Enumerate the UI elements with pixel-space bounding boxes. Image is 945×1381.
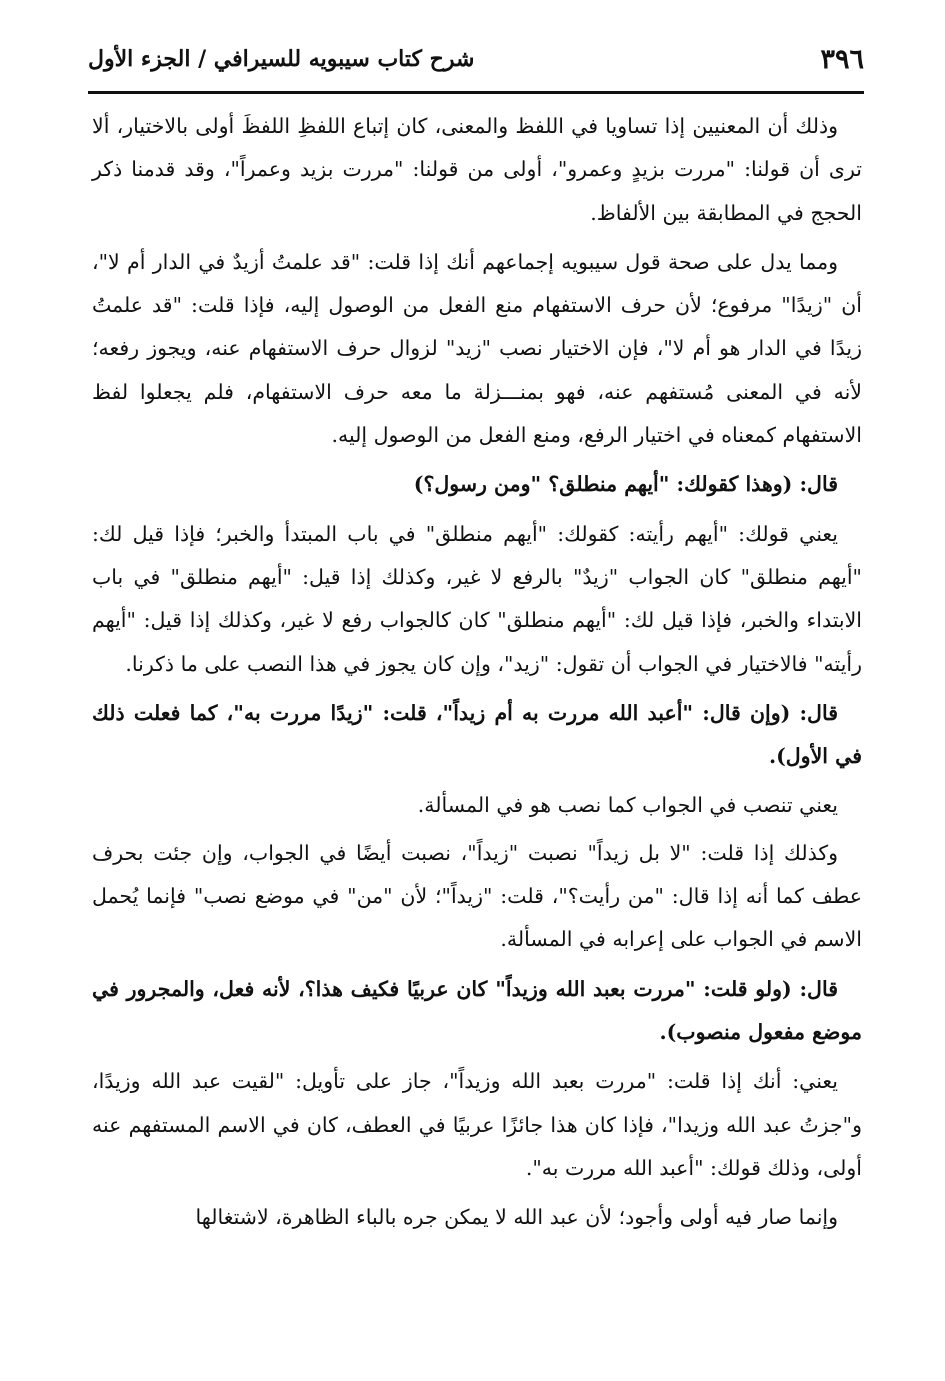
paragraph: ومما يدل على صحة قول سيبويه إجماعهم أنك إذا قلت: "قد علمتُ أزيدٌ في الدار أم لا"، أن "زيدًا" مرفوع؛ لأن حرف الاستفهام منع الفعل من الوصول إليه، فإذا قلت: "قد علمتُ زيدًا في الدار هو أم لا"، فإن الاختيار نصب "زيد" لزوال حرف الاستفهام عنه، ويجوز رفعه؛ لأنه في المعنى مُستفهم عنه، فهو بمنـــزلة ما معه حرف الاستفهام، فلم يجعلوا لفظ الاستفهام كمعناه في اختيار الرفع، ومنع الفعل من الوصول إليه. [92,249,862,448]
header-rule [88,91,864,94]
page-header [88,38,864,90]
paragraph: يعني تنصب في الجواب كما نصب هو في المسألة. [417,793,838,818]
quoted-paragraph: قال: (وهذا كقولك: "أيهم منطلق؟ "ومن رسول؟) [413,472,838,497]
paragraph: وذلك أن المعنيين إذا تساويا في اللفظ والمعنى، كان إتباع اللفظِ اللفظَ أولى بالاختيار، ألا ترى أن قولنا: "مررت بزيدٍ وعمرو"، أولى من قولنا: "مررت بزيد وعمراً"، وقد قدمنا ذكر الحجج في المطابقة بين الألفاظ. [92,114,862,225]
body-text [92,105,862,1245]
paragraph: يعني: أنك إذا قلت: "مررت بعبد الله وزيداً"، جاز على تأويل: "لقيت عبد الله وزيدًا، و"جزتُ عبد الله وزيدا"، فإذا كان هذا جائزًا عربيًا في العطف، كان في الاسم المستفهم عنه أولى، وذلك قولك: "أعبد الله مررت به". [92,1069,862,1180]
page-number: ٣٩٦ [820,44,864,75]
paragraph: وإنما صار فيه أولى وأجود؛ لأن عبد الله لا يمكن جره بالباء الظاهرة، لاشتغالها [195,1205,838,1230]
running-title: شرح كتاب سيبويه للسيرافي / الجزء الأول [88,46,475,72]
quoted-paragraph: قال: (ولو قلت: "مررت بعبد الله وزيداً" كان عربيًا فكيف هذا؟، لأنه فعل، والمجرور في موضع مفعول منصوب). [92,976,862,1044]
paragraph: وكذلك إذا قلت: "لا بل زيداً" نصبت "زيداً"، نصبت أيضًا في الجواب، وإن جئت بحرف عطف كما أنه إذا قال: "من رأيت؟"، قلت: "زيداً"؛ لأن "من" في موضع نصب" فإنما يُحمل الاسم في الجواب على إعرابه في المسألة. [92,840,862,952]
quoted-paragraph: قال: (وإن قال: "أعبد الله مررت به أم زيداً"، قلت: "زيدًا مررت به"، كما فعلت ذلك في الأول). [92,700,862,769]
paragraph: يعني قولك: "أيهم رأيته: كقولك: "أيهم منطلق" في باب المبتدأ والخبر؛ فإذا قيل لك: "أيهم منطلق" كان الجواب "زيدٌ" بالرفع لا غير، وكذلك إذا قيل: "أيهم منطلق" في باب الابتداء والخبر، فإذا قيل لك: "أيهم منطلق" كان كالجواب رفع لا غير، وكذلك إذا قيل: "أيهم رأيته" فالاختيار في الجواب أن تقول: "زيد"، وإن كان يجوز في هذا النصب على ما ذكرنا. [92,521,862,676]
